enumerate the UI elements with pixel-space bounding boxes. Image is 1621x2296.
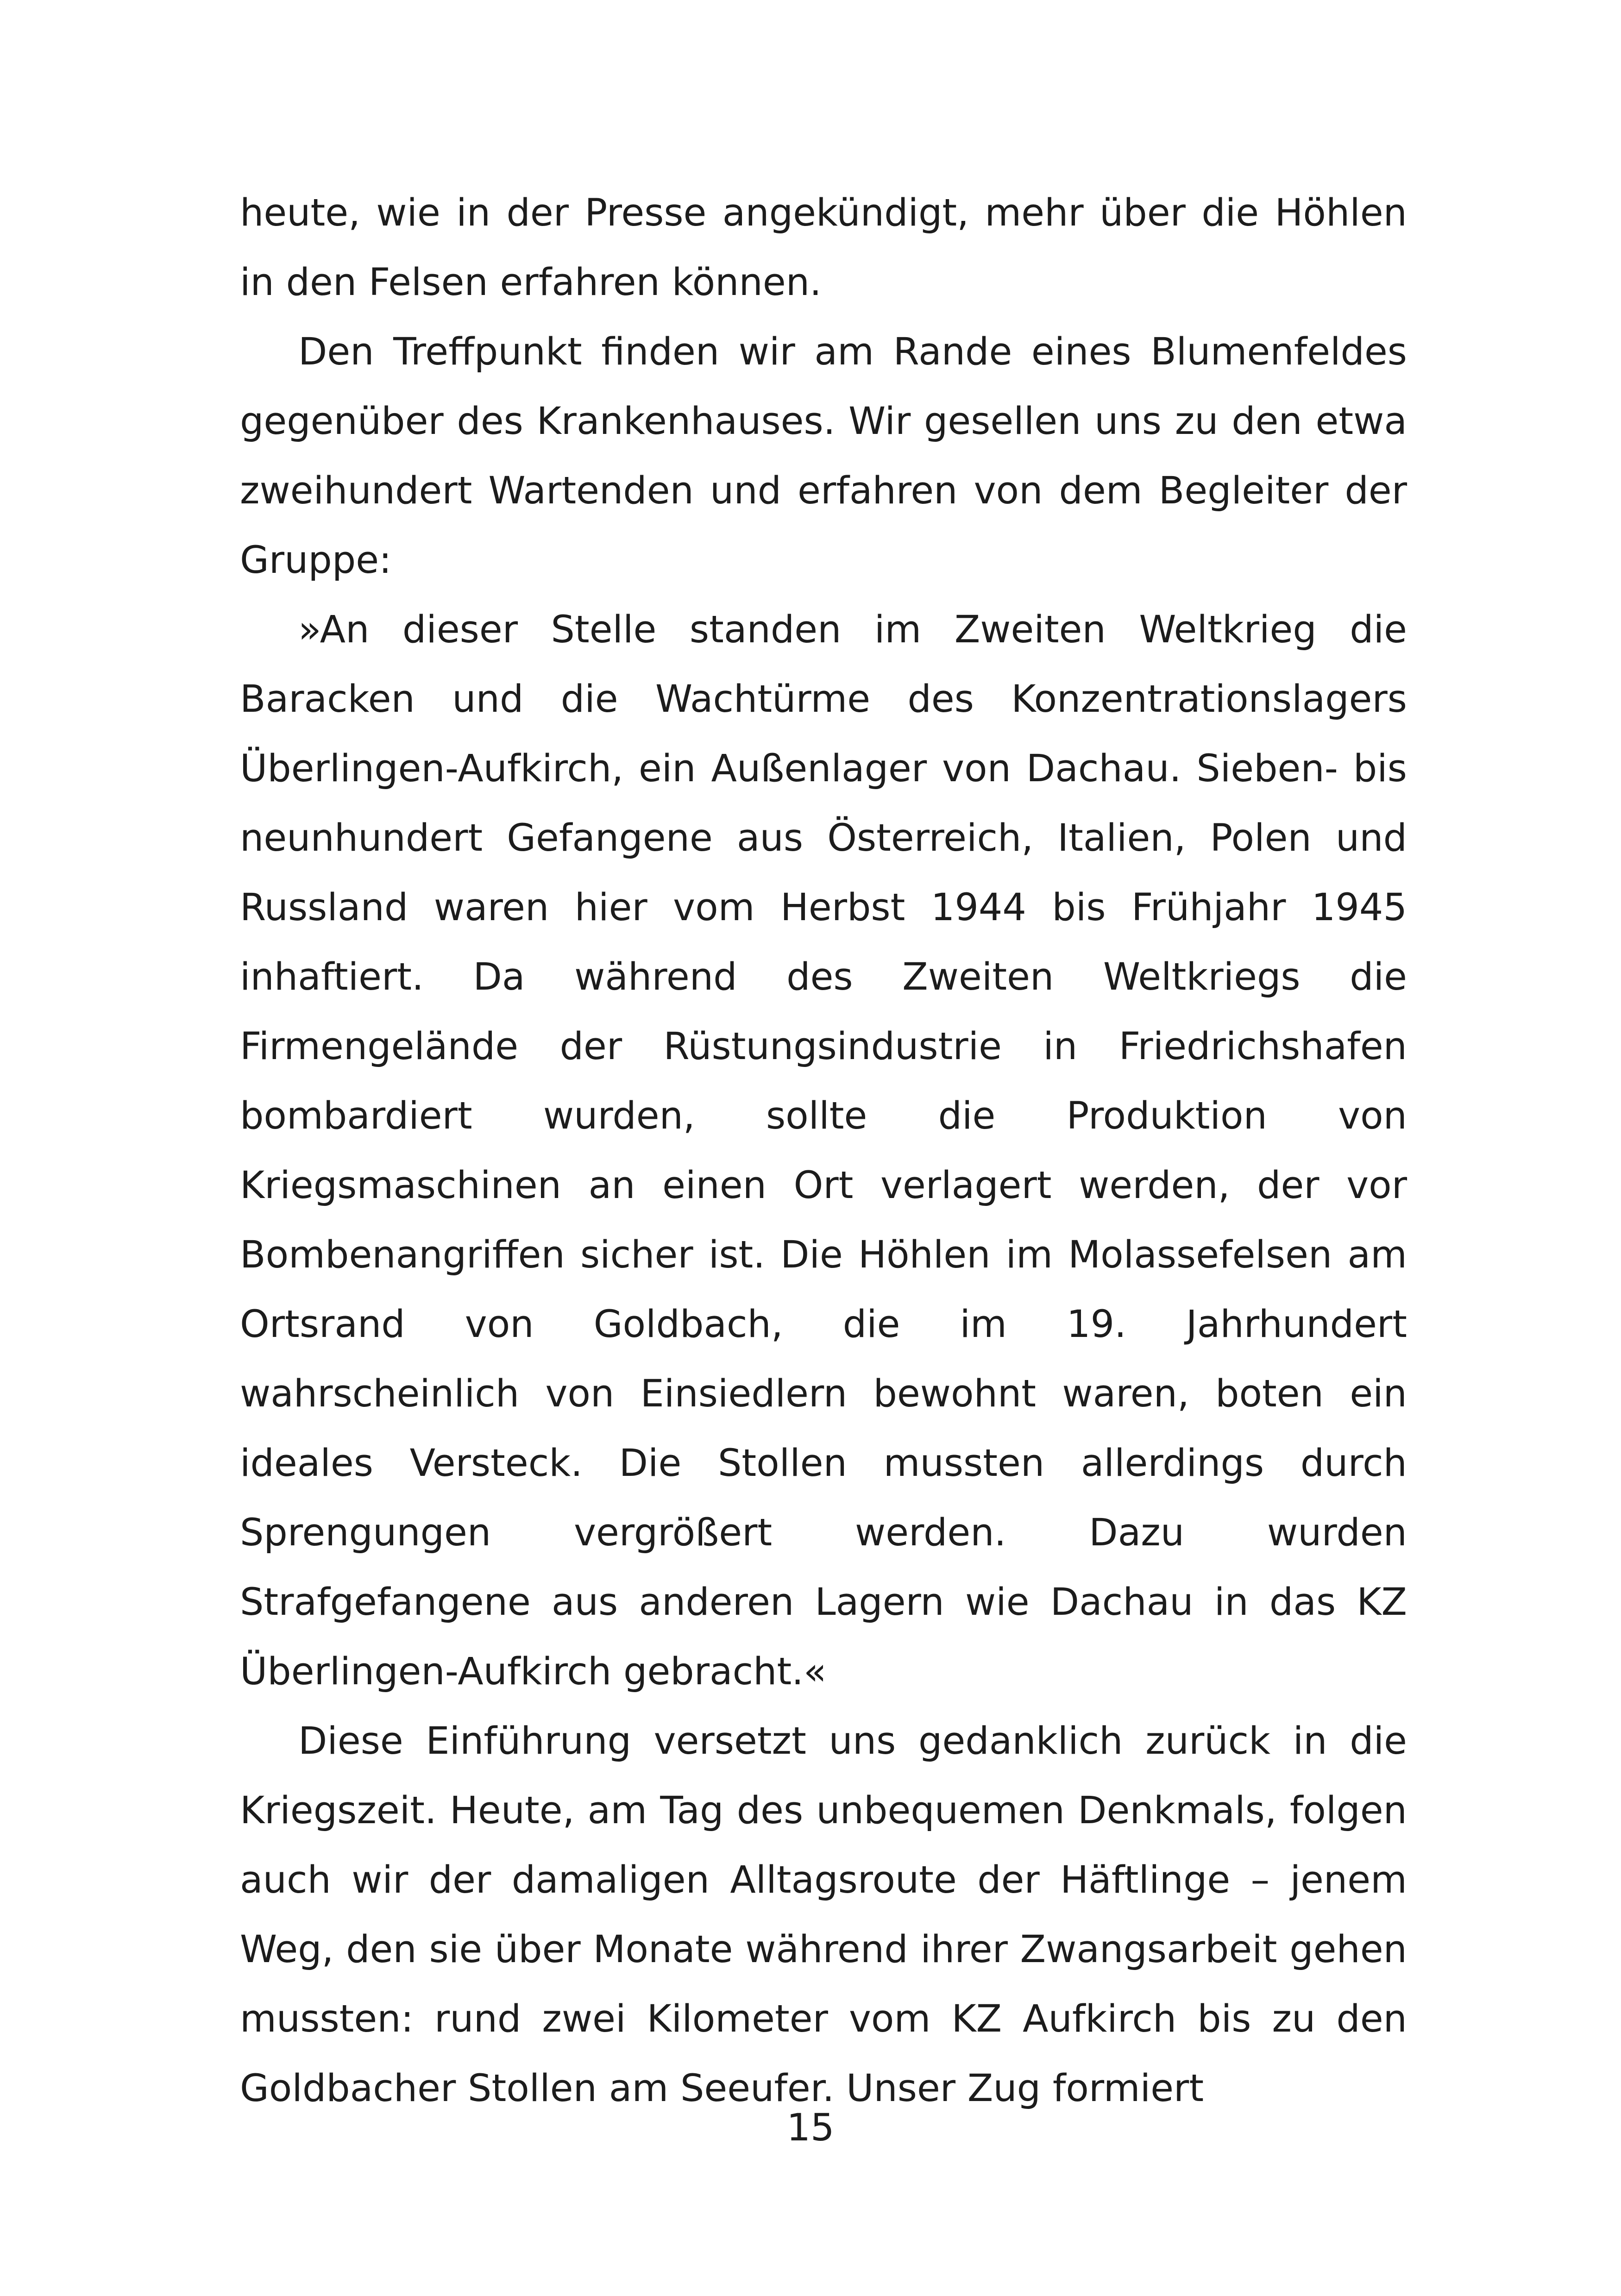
paragraph-meeting-point: Den Treffpunkt finden wir am Rande eines Blumenfeldes gegenüber des Krankenhauses. Wir gesellen uns zu den etwa zweihundert Wartenden und erfahren von dem Begleiter der Gruppe: [240, 330, 1407, 582]
page-number: 15 [786, 2106, 835, 2150]
paragraph-continuation: heute, wie in der Presse angekündigt, mehr über die Höhlen in den Felsen erfahren können. [240, 191, 1407, 304]
paragraph-introduction: Diese Einführung versetzt uns gedanklich zurück in die Kriegszeit. Heute, am Tag des unbequemen Denkmals, folgen auch wir der damaligen Alltagsroute der Häftlinge – jenem Weg, den sie über Monate während ihrer Zwangsarbeit gehen mussten: rund zwei Kilometer vom KZ Aufkirch bis zu den Goldbacher Stollen am Seeufer. Unser Zug formiert [240, 1719, 1407, 2110]
paragraph-guide-quote: »An dieser Stelle standen im Zweiten Weltkrieg die Baracken und die Wachtürme des Konzentrationslagers Überlingen-Aufkirch, ein Außenlager von Dachau. Sieben- bis neunhundert Gefangene aus Österreich, Italien, Polen und Russland waren hier vom Herbst 1944 bis Frühjahr 1945 inhaftiert. Da während des Zweiten Weltkriegs die Firmengelände der Rüstungsindustrie in Friedrichshafen bombardiert wurden, sollte die Produktion von Kriegsmaschinen an einen Ort verlagert werden, der vor Bombenangriffen sicher ist. Die Höhlen im Molassefelsen am Ortsrand von Goldbach, die im 19. Jahrhundert wahrscheinlich von Einsiedlern bewohnt waren, boten ein ideales Versteck. Die Stollen mussten allerdings durch Sprengungen vergrößert werden. Dazu wurden Strafgefangene aus anderen Lagern wie Dachau in das KZ Überlingen-Aufkirch gebracht.« [240, 608, 1407, 1694]
body-text [240, 178, 1407, 2123]
